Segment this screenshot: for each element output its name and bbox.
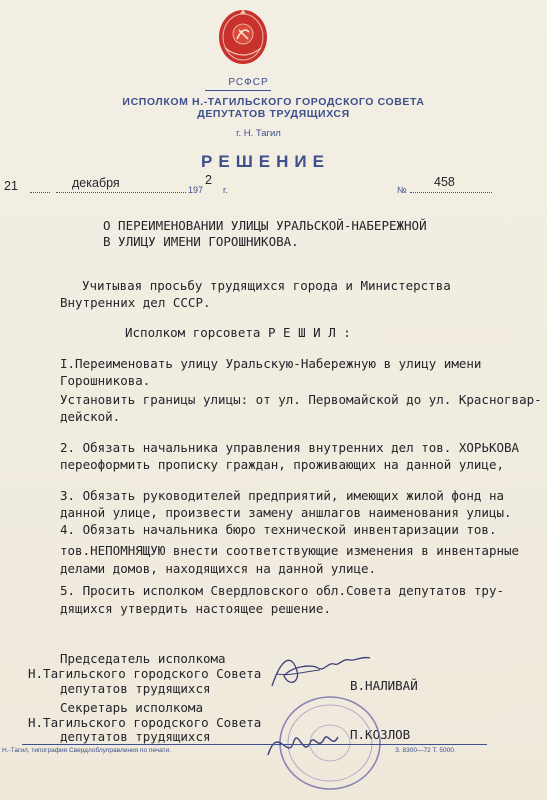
secretary-title-1: Секретарь исполкома bbox=[60, 700, 203, 715]
date-number-line bbox=[0, 173, 547, 200]
rsfsr-emblem-icon bbox=[217, 8, 269, 68]
secretary-title-2: Н.Тагильского городского Совета bbox=[28, 715, 262, 730]
printer-imprint: Н.-Тагил, типография Свердлоблуправления по печати. bbox=[2, 747, 172, 754]
republic-label: РСФСР bbox=[228, 77, 269, 88]
organization-line-2: ДЕПУТАТОВ ТРУДЯЩИХСЯ bbox=[197, 108, 350, 120]
year-digit: 2 bbox=[205, 173, 212, 187]
year-prefix: 197 bbox=[188, 185, 204, 195]
preamble-line-2: Внутренних дел СССР. bbox=[60, 295, 211, 310]
preamble-line-1: Учитывая просьбу трудящихся города и Министерства bbox=[82, 278, 451, 293]
chair-title-1: Председатель исполкома bbox=[60, 651, 226, 666]
month-dotted-line bbox=[56, 192, 186, 193]
item-1-line-3: Установить границы улицы: от ул. Первомайской до ул. Красногвар- bbox=[60, 392, 542, 407]
item-2-line-2: переоформить прописку граждан, проживающих на данной улице, bbox=[60, 457, 505, 472]
day-dotted-line bbox=[30, 192, 50, 193]
item-3-line-2: данной улице, произвести замену аншлагов наименования улицы. bbox=[60, 505, 512, 520]
document-title: РЕШЕНИЕ bbox=[201, 152, 330, 171]
number-sign: № bbox=[397, 185, 407, 195]
organization-line-1: ИСПОЛКОМ Н.-ТАГИЛЬСКОГО ГОРОДСКОГО СОВЕТА bbox=[122, 96, 425, 108]
decision-number: 458 bbox=[434, 175, 455, 189]
date-month: декабря bbox=[72, 176, 120, 190]
item-5-line-2: дящихся утвердить настоящее решение. bbox=[60, 601, 331, 616]
date-day: 21 bbox=[4, 179, 18, 193]
secretary-title-3: депутатов трудящихся bbox=[60, 729, 211, 744]
item-4-line-2: тов.НЕПОМНЯЩУЮ внести соответствующие изменения в инвентарные bbox=[60, 543, 520, 558]
item-1-line-4: дейской. bbox=[60, 409, 121, 424]
item-1-line-2: Горошникова. bbox=[60, 373, 151, 388]
resolved-heading: Исполком горсовета Р Е Ш И Л : bbox=[125, 325, 351, 340]
chair-title-2: Н.Тагильского городского Совета bbox=[28, 666, 262, 681]
item-4-line-1: 4. Обязать начальника бюро технической инвентаризации тов. bbox=[60, 522, 497, 537]
chair-name: В.НАЛИВАЙ bbox=[350, 678, 418, 693]
city-label: г. Н. Тагил bbox=[236, 128, 281, 139]
republic-underline bbox=[205, 90, 271, 91]
item-4-line-3: делами домов, находящихся на данной улице. bbox=[60, 561, 377, 576]
number-dotted-line bbox=[410, 192, 492, 193]
chair-signature-icon bbox=[262, 646, 374, 696]
subject-line-2: В УЛИЦУ ИМЕНИ ГОРОШНИКОВА. bbox=[103, 234, 299, 249]
item-3-line-1: 3. Обязать руководителей предприятий, имеющих жилой фонд на bbox=[60, 488, 505, 503]
chair-title-3: депутатов трудящихся bbox=[60, 681, 211, 696]
year-suffix: г. bbox=[223, 185, 228, 195]
secretary-name: П.КОЗЛОВ bbox=[350, 727, 411, 742]
print-reference: З. 8300—72 Т. 5000. bbox=[395, 747, 456, 754]
item-2-line-1: 2. Обязать начальника управления внутренних дел тов. ХОРЬКОВА bbox=[60, 440, 520, 455]
subject-line-1: О ПЕРЕИМЕНОВАНИИ УЛИЦЫ УРАЛЬСКОЙ-НАБЕРЕЖНОЙ bbox=[103, 218, 427, 233]
official-stamp-icon bbox=[258, 693, 388, 793]
footer-rule bbox=[22, 744, 487, 745]
item-1-line-1: I.Переименовать улицу Уральскую-Набережную в улицу имени bbox=[60, 356, 482, 371]
item-5-line-1: 5. Просить исполком Свердловского обл.Совета депутатов тру- bbox=[60, 583, 505, 598]
